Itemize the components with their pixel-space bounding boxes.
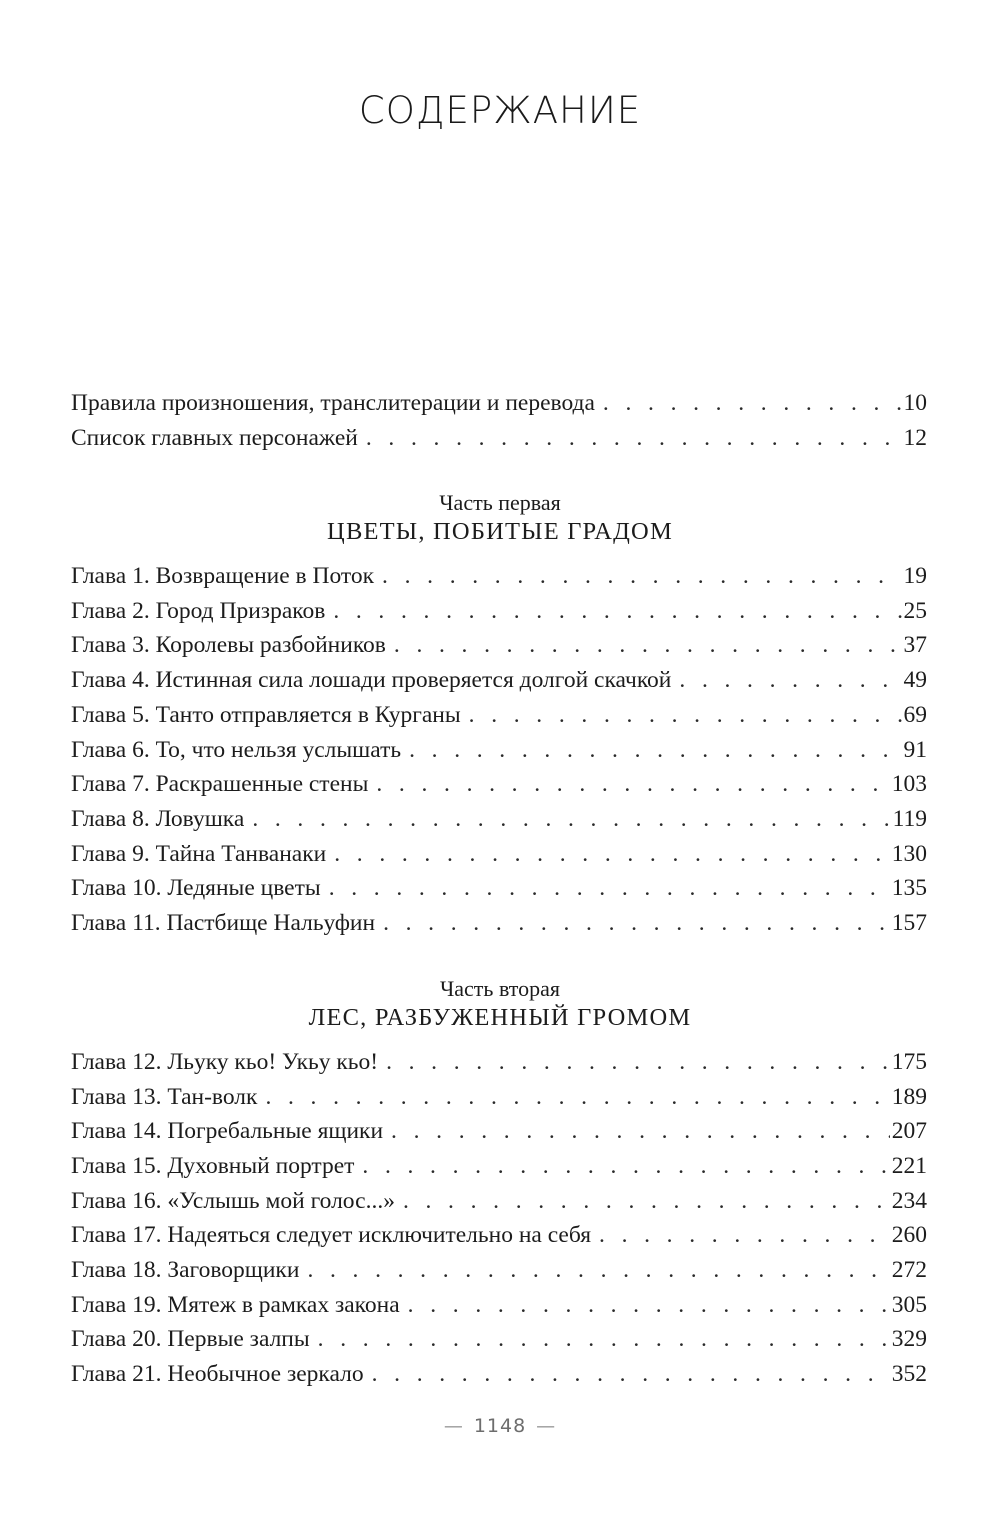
toc-entry-page: 221: [891, 1153, 927, 1179]
folio-dash-right: —: [536, 1415, 557, 1437]
dot-leader: [409, 733, 901, 767]
toc-entry[interactable]: [71, 386, 927, 420]
toc-entry-title: Глава 18. Заговорщики: [71, 1257, 300, 1283]
dot-leader: [603, 386, 902, 420]
toc-entry-page: 25: [903, 598, 927, 624]
toc-entry-page: 91: [903, 737, 927, 763]
dot-leader: [366, 421, 902, 455]
toc-entry[interactable]: [71, 767, 927, 801]
toc-entry-title: Список главных персонажей: [71, 425, 358, 451]
dot-leader: [599, 1218, 890, 1252]
toc-entry-title: Глава 1. Возвращение в Поток: [71, 563, 375, 589]
toc-entry[interactable]: [71, 1184, 927, 1218]
dot-leader: [376, 767, 889, 801]
toc-entry[interactable]: [71, 837, 927, 871]
toc-entry-page: 103: [891, 771, 927, 797]
toc-entry-title: Глава 14. Погребальные ящики: [71, 1118, 384, 1144]
part-one-label: Часть первая: [439, 490, 561, 515]
toc-entry[interactable]: [71, 663, 927, 697]
toc-entry-page: 352: [891, 1361, 927, 1387]
dot-leader: [408, 1288, 890, 1322]
dot-leader: [333, 594, 901, 628]
dot-leader: [391, 1114, 890, 1148]
toc-entry-title: Глава 19. Мятеж в рамках закона: [71, 1292, 400, 1318]
folio-number: 1148: [473, 1415, 527, 1437]
toc-entry[interactable]: [71, 1253, 927, 1287]
dot-leader: [307, 1253, 889, 1287]
toc-entry-page: 305: [891, 1292, 927, 1318]
toc-entry-page: 157: [891, 910, 927, 936]
dot-leader: [252, 802, 890, 836]
toc-entry[interactable]: [71, 733, 927, 767]
toc-entry-page: 69: [903, 702, 927, 728]
toc-entry-title: Глава 8. Ловушка: [71, 806, 245, 832]
dot-leader: [383, 906, 890, 940]
toc-entry-title: Глава 17. Надеяться следует исключительно на себя: [71, 1222, 592, 1248]
dot-leader: [469, 698, 902, 732]
dot-leader: [679, 663, 901, 697]
toc-entry[interactable]: [71, 1114, 927, 1148]
toc-entry[interactable]: [71, 1357, 927, 1391]
dot-leader: [362, 1149, 889, 1183]
toc-entry[interactable]: [71, 1149, 927, 1183]
toc-entry-page: 119: [892, 806, 927, 832]
part-two-title: ЛЕС, РАЗБУЖЕННЫЙ ГРОМОМ: [308, 1004, 692, 1031]
toc-entry[interactable]: [71, 906, 927, 940]
toc-entry-title: Глава 4. Истинная сила лошади проверяется долгой скачкой: [71, 667, 672, 693]
toc-entry-title: Глава 15. Духовный портрет: [71, 1153, 355, 1179]
toc-entry-title: Глава 9. Тайна Танванаки: [71, 841, 327, 867]
page-title: СОДЕРЖАНИЕ: [358, 89, 642, 132]
part-one-title: ЦВЕТЫ, ПОБИТЫЕ ГРАДОМ: [327, 518, 673, 545]
folio-dash-left: —: [443, 1415, 464, 1437]
toc-entry[interactable]: [71, 421, 927, 455]
toc-entry-page: 10: [903, 390, 927, 416]
toc-entry-page: 234: [891, 1188, 927, 1214]
toc-entry-page: 189: [891, 1084, 927, 1110]
toc-entry[interactable]: [71, 1045, 927, 1079]
toc-entry-page: 260: [891, 1222, 927, 1248]
toc-entry-page: 135: [891, 875, 927, 901]
toc-entry-title: Глава 13. Тан-волк: [71, 1084, 258, 1110]
toc-entry-page: 329: [891, 1326, 927, 1352]
toc-entry-page: 272: [891, 1257, 927, 1283]
toc-entry[interactable]: [71, 802, 927, 836]
dot-leader: [394, 628, 902, 662]
toc-entry[interactable]: [71, 559, 927, 593]
toc-entry-title: Глава 5. Танто отправляется в Курганы: [71, 702, 461, 728]
toc-entry[interactable]: [71, 1322, 927, 1356]
toc-entry[interactable]: [71, 1288, 927, 1322]
toc-entry-title: Глава 12. Льуку кьо! Укьу кьо!: [71, 1049, 379, 1075]
dot-leader: [403, 1184, 890, 1218]
dot-leader: [318, 1322, 890, 1356]
toc-entry-title: Глава 3. Королевы разбойников: [71, 632, 386, 658]
toc-entry[interactable]: [71, 594, 927, 628]
toc-entry-page: 130: [891, 841, 927, 867]
toc-entry[interactable]: [71, 871, 927, 905]
dot-leader: [386, 1045, 890, 1079]
toc-entry-page: 49: [903, 667, 927, 693]
toc-entry[interactable]: [71, 1080, 927, 1114]
dot-leader: [334, 837, 890, 871]
toc-entry-title: Глава 7. Раскрашенные стены: [71, 771, 369, 797]
toc-entry-page: 175: [891, 1049, 927, 1075]
part-two-label: Часть вторая: [439, 976, 561, 1001]
toc-entry-page: 12: [903, 425, 927, 451]
toc-entry-title: Глава 2. Город Призраков: [71, 598, 326, 624]
page-number: [0, 1412, 1000, 1440]
toc-entry-title: Глава 21. Необычное зеркало: [71, 1361, 364, 1387]
dot-leader: [265, 1080, 889, 1114]
toc-entry-page: 37: [903, 632, 927, 658]
toc-entry-title: Глава 20. Первые залпы: [71, 1326, 310, 1352]
toc-entry-title: Глава 16. «Услышь мой голос...»: [71, 1188, 395, 1214]
toc-entry[interactable]: [71, 1218, 927, 1252]
toc-entry-page: 19: [903, 563, 927, 589]
toc-entry-page: 207: [891, 1118, 927, 1144]
dot-leader: [372, 1357, 890, 1391]
toc-entry-title: Глава 11. Пастбище Нальуфин: [71, 910, 376, 936]
toc-entry-title: Правила произношения, транслитерации и перевода: [71, 390, 595, 416]
toc-entry[interactable]: [71, 628, 927, 662]
toc-entry[interactable]: [71, 698, 927, 732]
dot-leader: [329, 871, 890, 905]
toc-entry-title: Глава 10. Ледяные цветы: [71, 875, 321, 901]
dot-leader: [382, 559, 901, 593]
toc-entry-title: Глава 6. То, что нельзя услышать: [71, 737, 402, 763]
